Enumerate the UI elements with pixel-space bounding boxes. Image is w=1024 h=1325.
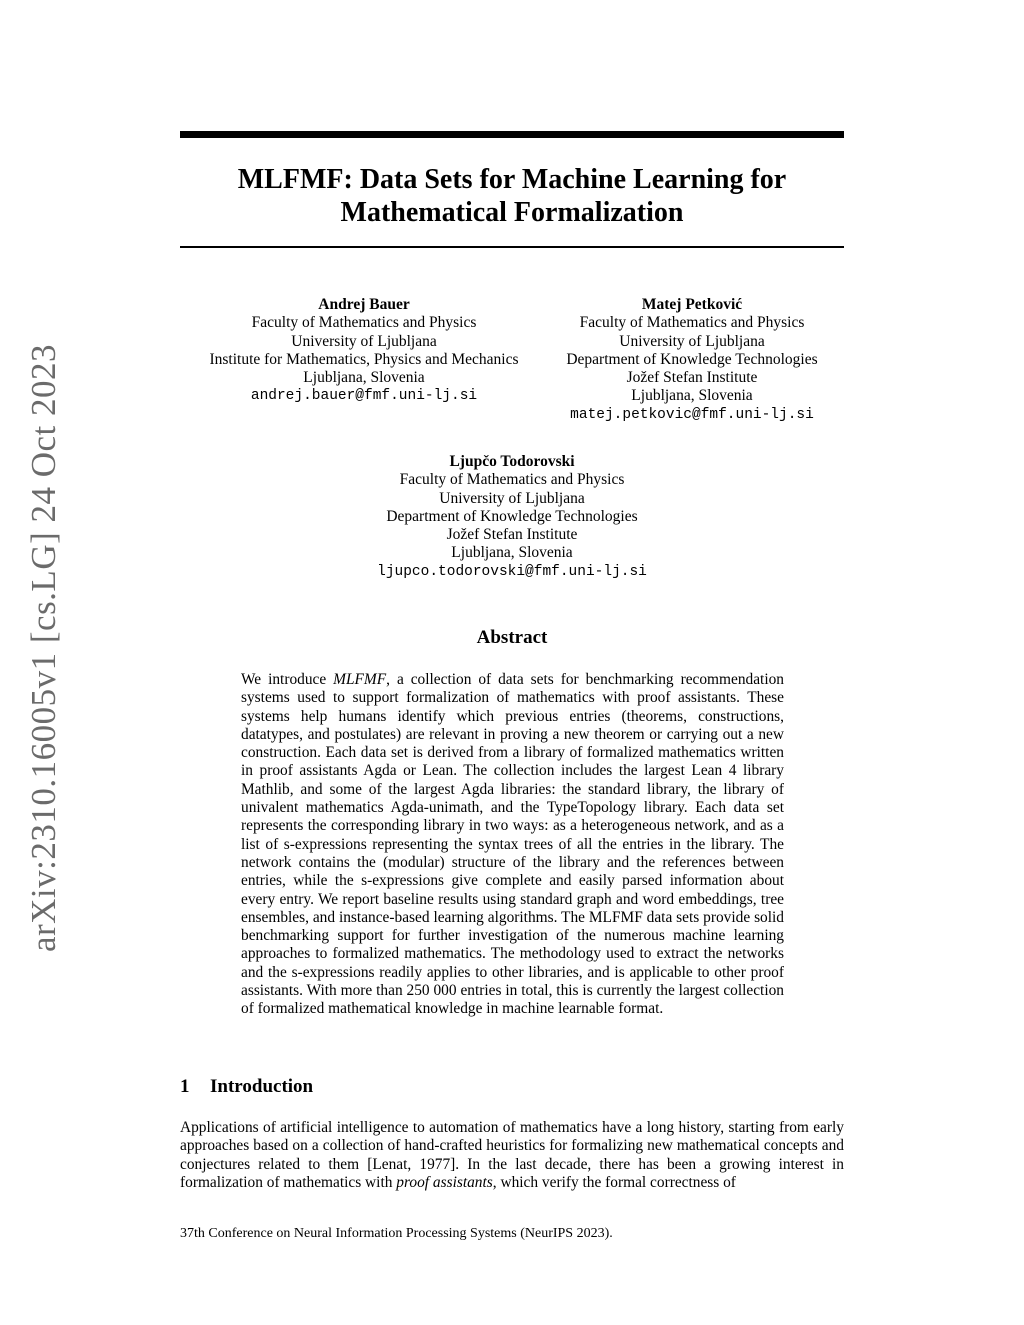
author-affiliation: Ljubljana, Slovenia (303, 369, 425, 387)
author-affiliation: Ljubljana, Slovenia (631, 387, 753, 405)
title-top-rule (180, 131, 844, 138)
author-affiliation: Faculty of Mathematics and Physics (399, 471, 625, 489)
introduction-text (180, 1119, 844, 1192)
abstract-text (241, 671, 784, 1019)
author-affiliation: Institute for Mathematics, Physics and Mechanics (209, 350, 519, 368)
abstract-heading: Abstract (476, 627, 548, 648)
author-affiliation: Faculty of Mathematics and Physics (251, 314, 477, 332)
author-affiliation: Jožef Stefan Institute (626, 369, 758, 387)
abstract-body-text: , a collection of data sets for benchmarking recommendation systems used to support formalization of mathematics with proof assistants. These systems help humans identify which previous entries (theorems, constructions, datatypes, and postulates) are relevant in proving a new theorem or carrying out a new construction. Each data set is derived from a library of formalized mathematics written in proof assistants Agda or Lean. The collection includes the largest Lean 4 library Mathlib, and some of the largest Agda libraries: the standard library, the library of univalent mathematics Agda-unimath, and the TypeTopology library. Each data set represents the corresponding library in two ways: as a heterogeneous network, and as a list of s-expressions representing the syntax trees of all the entries in the library. The network contains the (modular) structure of the library and the references between entries, while the s-expressions give complete and easily parsed information about every entry. We report baseline results using standard graph and word embeddings, tree ensembles, and instance-based learning algorithms. The MLFMF data sets provide solid benchmarking support for further investigation of the numerous machine learning approaches to formalized mathematics. The methodology used to extract the networks and the s-expressions readily applies to other libraries, and is applicable to other proof assistants. With more than 250 000 entries in total, this is currently the largest collection of formalized mathematical knowledge in machine learnable format. (241, 671, 784, 1018)
conference-footnote: 37th Conference on Neural Information Processing Systems (NeurIPS 2023). (180, 1226, 613, 1241)
author-email[interactable]: ljupco.todorovski@fmf.uni-lj.si (377, 563, 647, 580)
intro-text-start: Applications of artificial intelligence to automation of mathematics have a long history, starting from early approaches based on a collection of hand-crafted heuristics for formalizing new mathematical concepts and conjectures related to them [Lenat, 1977]. In the last decade, there has been a growing interest in formalization of mathematics with (180, 1119, 844, 1191)
author-block-bauer (184, 296, 544, 406)
author-email[interactable]: matej.petkovic@fmf.uni-lj.si (570, 406, 814, 423)
author-affiliation: Department of Knowledge Technologies (566, 350, 818, 368)
author-email[interactable]: andrej.bauer@fmf.uni-lj.si (250, 388, 478, 405)
author-name: Andrej Bauer (318, 296, 410, 313)
arxiv-identifier-stamp: arXiv:2310.16005v1 [cs.LG] 24 Oct 2023 (24, 343, 63, 953)
author-affiliation: Jožef Stefan Institute (446, 526, 578, 544)
author-affiliation: University of Ljubljana (291, 332, 437, 350)
abstract-dataset-name: MLFMF (333, 671, 387, 688)
author-affiliation: Department of Knowledge Technologies (386, 507, 638, 525)
author-affiliation: University of Ljubljana (439, 489, 585, 507)
author-affiliation: Faculty of Mathematics and Physics (579, 314, 805, 332)
intro-text-end: , which verify the formal correctness of (492, 1173, 736, 1191)
author-block-petkovic (542, 296, 842, 424)
section-heading-introduction (180, 1076, 313, 1098)
author-name: Ljupčo Todorovski (449, 453, 575, 470)
author-name: Matej Petković (641, 296, 743, 313)
title-bottom-rule (180, 246, 844, 248)
abstract-intro: We introduce (241, 671, 334, 688)
section-number: 1 (180, 1076, 190, 1097)
author-affiliation: University of Ljubljana (619, 332, 765, 350)
author-affiliation: Ljubljana, Slovenia (451, 544, 573, 562)
author-block-todorovski (352, 453, 672, 581)
paper-title: MLFMF: Data Sets for Machine Learning for Mathematical Formalization (237, 164, 787, 228)
section-title: Introduction (210, 1076, 314, 1097)
intro-emphasis: proof assistants (396, 1173, 493, 1191)
